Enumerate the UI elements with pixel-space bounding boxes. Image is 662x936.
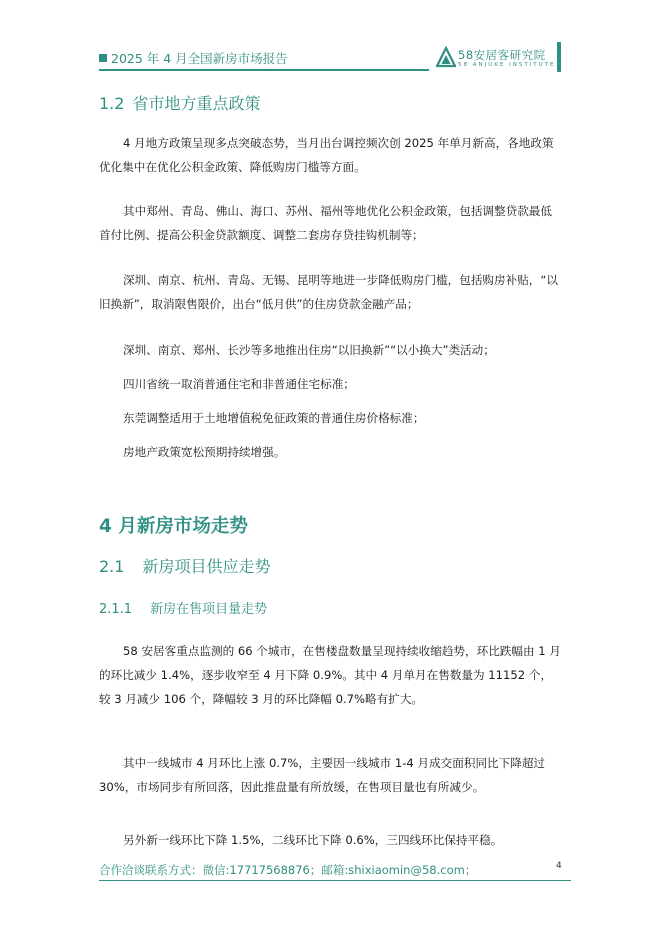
page-number: 4 [556, 861, 562, 871]
paragraph: 深圳、南京、杭州、青岛、无锡、昆明等地进一步降低购房门槛，包括购房补贴，“以旧换新”，取消限售限价，出台“低月供”的住房贷款金融产品； [99, 273, 558, 311]
section-2-1-1-heading: 2.1.1 新房在售项目量走势 [99, 602, 268, 617]
header-square-icon [99, 54, 107, 62]
paragraph: 其中郑州、青岛、佛山、海口、苏州、福州等地优化公积金政策，包括调整贷款最低首付比例、提高公积金贷款额度、调整二套房存贷挂钩机制等； [99, 204, 552, 242]
paragraph: 另外新一线环比下降 1.5%，二线环比下降 0.6%，三四线环比保持平稳。 [123, 833, 503, 847]
header-accent-bar [557, 42, 561, 72]
header-rule [99, 69, 429, 71]
logo-text-en: 58 ANJUKE INSTITUTE [458, 62, 556, 68]
logo-text-cn: 58安居客研究院 [458, 48, 546, 62]
logo [436, 46, 558, 72]
paragraph: 58 安居客重点监测的 66 个城市，在售楼盘数量呈现持续收缩趋势，环比跌幅由 1 月的环比减少 1.4%，逐步收窄至 4 月下降 0.9%。其中 4 月单月在售数量为 11152 个，较 3 月减少 106 个，降幅较 3 月的环比降幅 0.7%略有扩大。 [99, 644, 561, 706]
section-2-heading: 4 月新房市场走势 [99, 516, 248, 537]
section-1-2-heading: 1.2 省市地方重点政策 [99, 94, 261, 113]
paragraph: 四川省统一取消普通住宅和非普通住宅标准； [123, 377, 355, 391]
report-header-title: 2025 年 4 月全国新房市场报告 [99, 49, 288, 67]
paragraph: 房地产政策宽松预期持续增强。 [123, 445, 286, 459]
paragraph: 其中一线城市 4 月环比上涨 0.7%，主要因一线城市 1-4 月成交面积同比下降超过 30%，市场同步有所回落，因此推盘量有所放缓，在售项目量也有所减少。 [99, 756, 546, 794]
paragraph: 东莞调整适用于土地增值税免征政策的普通住房价格标准； [123, 411, 425, 425]
footer-rule [99, 880, 571, 881]
paragraph: 4 月地方政策呈现多点突破态势，当月出台调控频次创 2025 年单月新高，各地政策优化集中在优化公积金政策、降低购房门槛等方面。 [99, 136, 554, 174]
logo-mark-icon [436, 46, 456, 68]
footer-contact: 合作洽谈联系方式：微信:17717568876；邮箱:shixiaomin@58.com； [99, 863, 477, 877]
section-2-1-heading: 2.1 新房项目供应走势 [99, 557, 271, 576]
paragraph: 深圳、南京、郑州、长沙等多地推出住房“以旧换新”“以小换大”类活动； [123, 343, 495, 357]
